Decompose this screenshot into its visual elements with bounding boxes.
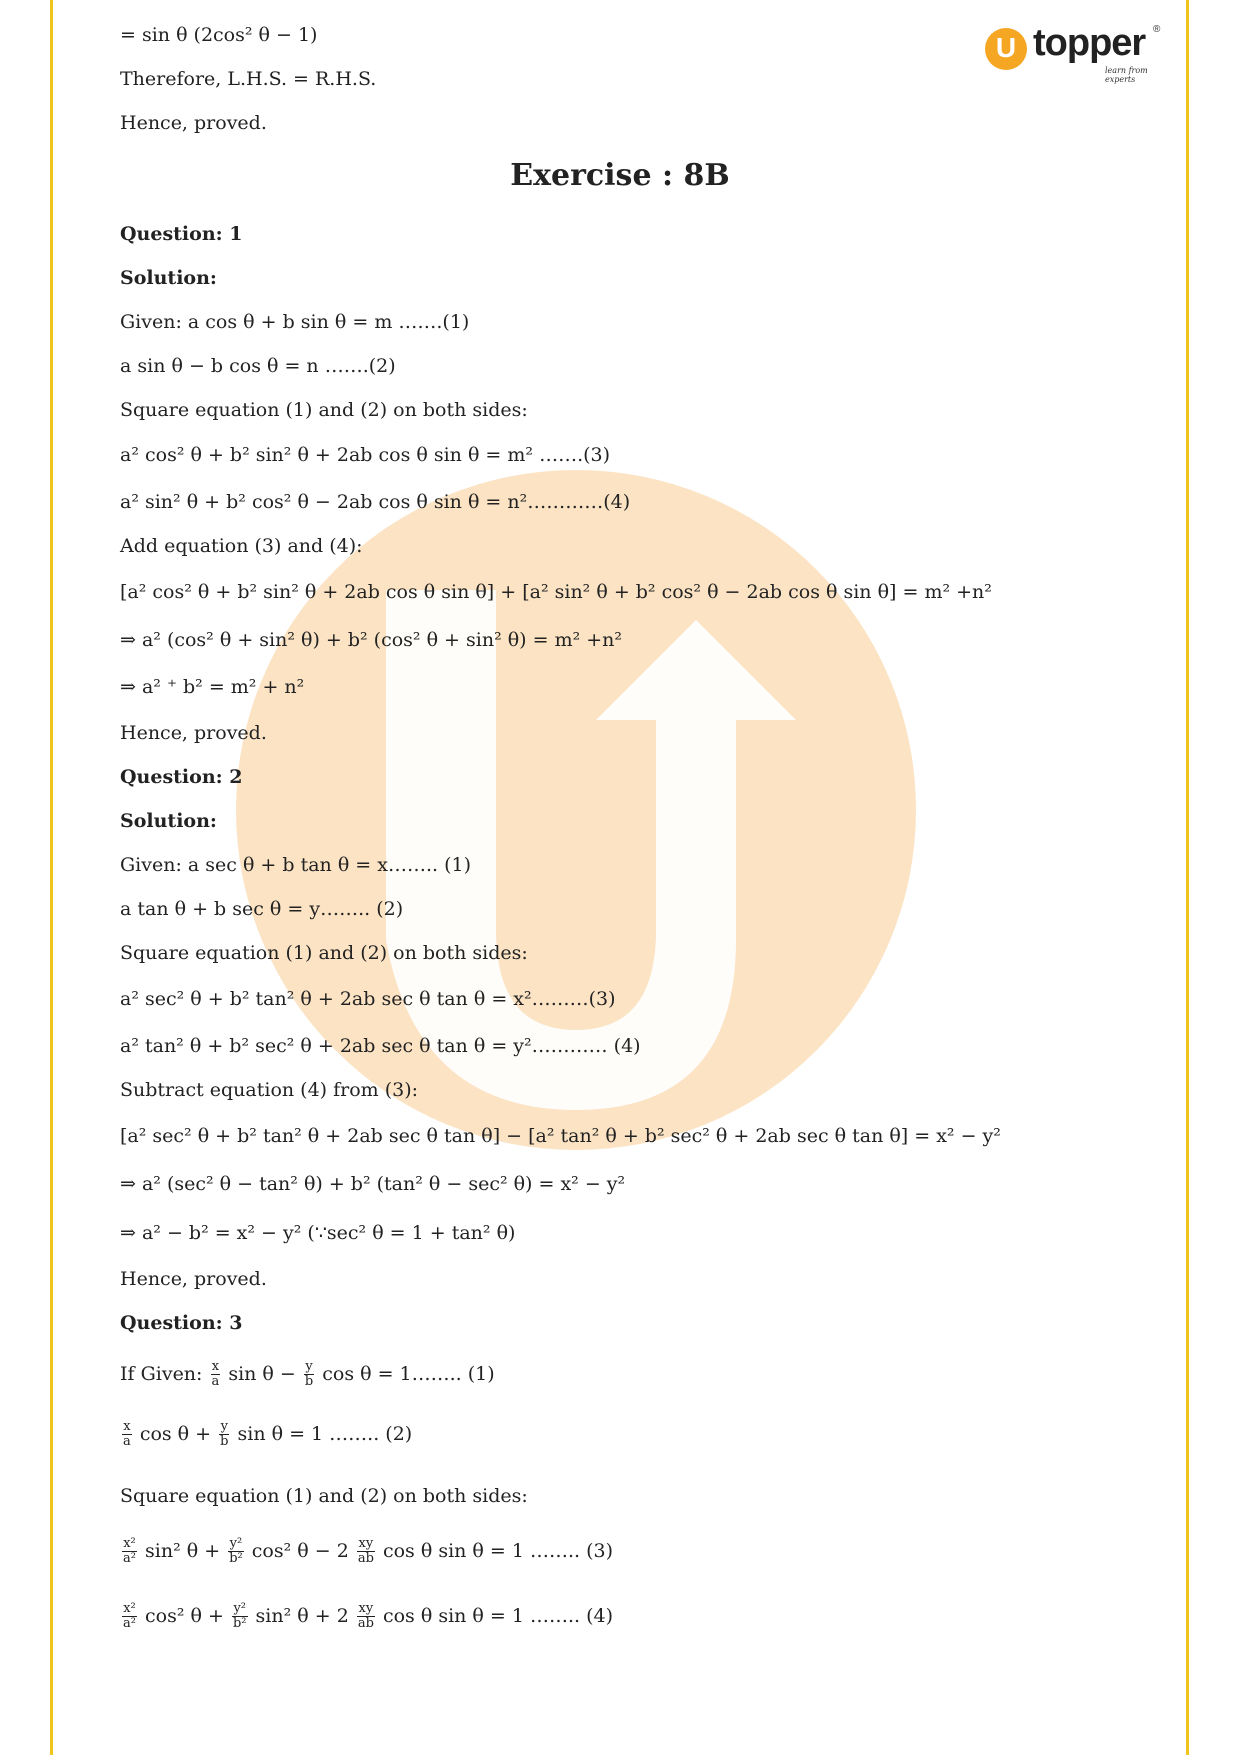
equation-line: [a² cos² θ + b² sin² θ + 2ab cos θ sin θ] + [a² sin² θ + b² cos² θ − 2ab cos θ sin θ] = m² +n² bbox=[120, 581, 992, 603]
equation-line: ⇒ a² ⁺ b² = m² + n² bbox=[120, 676, 305, 698]
question-label: Question: 1 bbox=[120, 223, 243, 245]
equation-line bbox=[120, 1537, 613, 1567]
equation-line: a² sin² θ + b² cos² θ − 2ab cos θ sin θ = n²…………(4) bbox=[120, 491, 631, 513]
text-line: Therefore, L.H.S. = R.H.S. bbox=[120, 68, 377, 90]
numerator: y² bbox=[229, 1536, 243, 1551]
fraction bbox=[357, 1537, 375, 1567]
eq-text: cos θ = 1…….. (1) bbox=[322, 1362, 495, 1385]
numerator: xy bbox=[358, 1536, 374, 1551]
numerator: y² bbox=[233, 1601, 246, 1616]
question-label: Question: 3 bbox=[120, 1312, 243, 1334]
equation-line: a tan θ + b sec θ = y…….. (2) bbox=[120, 898, 404, 920]
equation-line: ⇒ a² (cos² θ + sin² θ) + b² (cos² θ + sin² θ) = m² +n² bbox=[120, 629, 623, 651]
denominator: b² bbox=[229, 1551, 243, 1567]
eq-text: cos θ sin θ = 1 …….. (3) bbox=[382, 1539, 614, 1562]
text-line: Square equation (1) and (2) on both sides: bbox=[120, 942, 528, 964]
eq-text: cos θ sin θ = 1 …….. (4) bbox=[382, 1604, 614, 1627]
equation-line bbox=[120, 1602, 613, 1632]
eq-text: If Given: bbox=[120, 1362, 203, 1385]
denominator: b² bbox=[232, 1616, 247, 1632]
logo-brand: topper bbox=[1033, 22, 1146, 64]
equation-line bbox=[120, 1420, 412, 1450]
eq-text: sin θ − bbox=[228, 1362, 296, 1385]
denominator: b bbox=[304, 1374, 314, 1390]
text-line: Hence, proved. bbox=[120, 1268, 267, 1290]
text-line: Hence, proved. bbox=[120, 722, 267, 744]
equation-line: ⇒ a² − b² = x² − y² (∵sec² θ = 1 + tan² θ) bbox=[120, 1222, 516, 1244]
numerator: x bbox=[211, 1359, 220, 1374]
question-label: Question: 2 bbox=[120, 766, 243, 788]
equation-line bbox=[120, 1360, 495, 1390]
fraction bbox=[211, 1360, 221, 1390]
text-line: Square equation (1) and (2) on both sides: bbox=[120, 1485, 528, 1507]
right-border bbox=[1186, 0, 1189, 1755]
solution-label: Solution: bbox=[120, 810, 217, 832]
equation-line: a sin θ − b cos θ = n …….(2) bbox=[120, 355, 396, 377]
numerator: xy bbox=[358, 1601, 374, 1616]
topper-logo bbox=[985, 22, 1165, 82]
text-line: Hence, proved. bbox=[120, 112, 267, 134]
text-line: Add equation (3) and (4): bbox=[120, 535, 363, 557]
numerator: y bbox=[220, 1419, 228, 1434]
fraction bbox=[357, 1602, 375, 1632]
text-line: Subtract equation (4) from (3): bbox=[120, 1079, 419, 1101]
equation-line: [a² sec² θ + b² tan² θ + 2ab sec θ tan θ] − [a² tan² θ + b² sec² θ + 2ab sec θ tan θ] = x² − y² bbox=[120, 1125, 1001, 1147]
equation-line: a² cos² θ + b² sin² θ + 2ab cos θ sin θ = m² …….(3) bbox=[120, 444, 611, 466]
text-line: Square equation (1) and (2) on both sides: bbox=[120, 399, 528, 421]
logo-registered: ® bbox=[1153, 24, 1161, 35]
solution-label: Solution: bbox=[120, 267, 217, 289]
fraction bbox=[219, 1420, 229, 1450]
numerator: x² bbox=[123, 1601, 136, 1616]
numerator: x bbox=[123, 1419, 131, 1434]
fraction bbox=[304, 1360, 314, 1390]
left-border bbox=[50, 0, 53, 1755]
eq-text: cos² θ + bbox=[145, 1604, 224, 1627]
fraction bbox=[232, 1602, 248, 1632]
equation-line: Given: a sec θ + b tan θ = x…….. (1) bbox=[120, 854, 472, 876]
denominator: a² bbox=[123, 1616, 136, 1632]
equation-line: a² sec² θ + b² tan² θ + 2ab sec θ tan θ = x²………(3) bbox=[120, 988, 616, 1010]
numerator: x² bbox=[123, 1536, 136, 1551]
eq-text: cos θ + bbox=[139, 1422, 212, 1445]
eq-text: sin² θ + bbox=[145, 1539, 221, 1562]
numerator: y bbox=[305, 1359, 313, 1374]
denominator: b bbox=[220, 1434, 229, 1450]
denominator: a bbox=[211, 1374, 220, 1390]
fraction bbox=[122, 1602, 137, 1632]
denominator: ab bbox=[357, 1551, 374, 1567]
equation-line: Given: a cos θ + b sin θ = m …….(1) bbox=[120, 311, 470, 333]
denominator: ab bbox=[357, 1616, 374, 1632]
logo-tagline: learn from experts bbox=[1105, 66, 1148, 84]
exercise-title: Exercise : 8B bbox=[510, 158, 730, 193]
text-line: = sin θ (2cos² θ − 1) bbox=[120, 24, 318, 46]
equation-line: ⇒ a² (sec² θ − tan² θ) + b² (tan² θ − sec² θ) = x² − y² bbox=[120, 1173, 626, 1195]
fraction bbox=[122, 1420, 132, 1450]
equation-line: a² tan² θ + b² sec² θ + 2ab sec θ tan θ = y²………… (4) bbox=[120, 1035, 641, 1057]
denominator: a² bbox=[123, 1551, 136, 1567]
eq-text: cos² θ − 2 bbox=[251, 1539, 349, 1562]
logo-u-icon: U bbox=[985, 28, 1027, 70]
denominator: a bbox=[123, 1434, 131, 1450]
eq-text: sin² θ + 2 bbox=[255, 1604, 349, 1627]
fraction bbox=[122, 1537, 137, 1567]
eq-text: sin θ = 1 …….. (2) bbox=[237, 1422, 413, 1445]
fraction bbox=[228, 1537, 244, 1567]
